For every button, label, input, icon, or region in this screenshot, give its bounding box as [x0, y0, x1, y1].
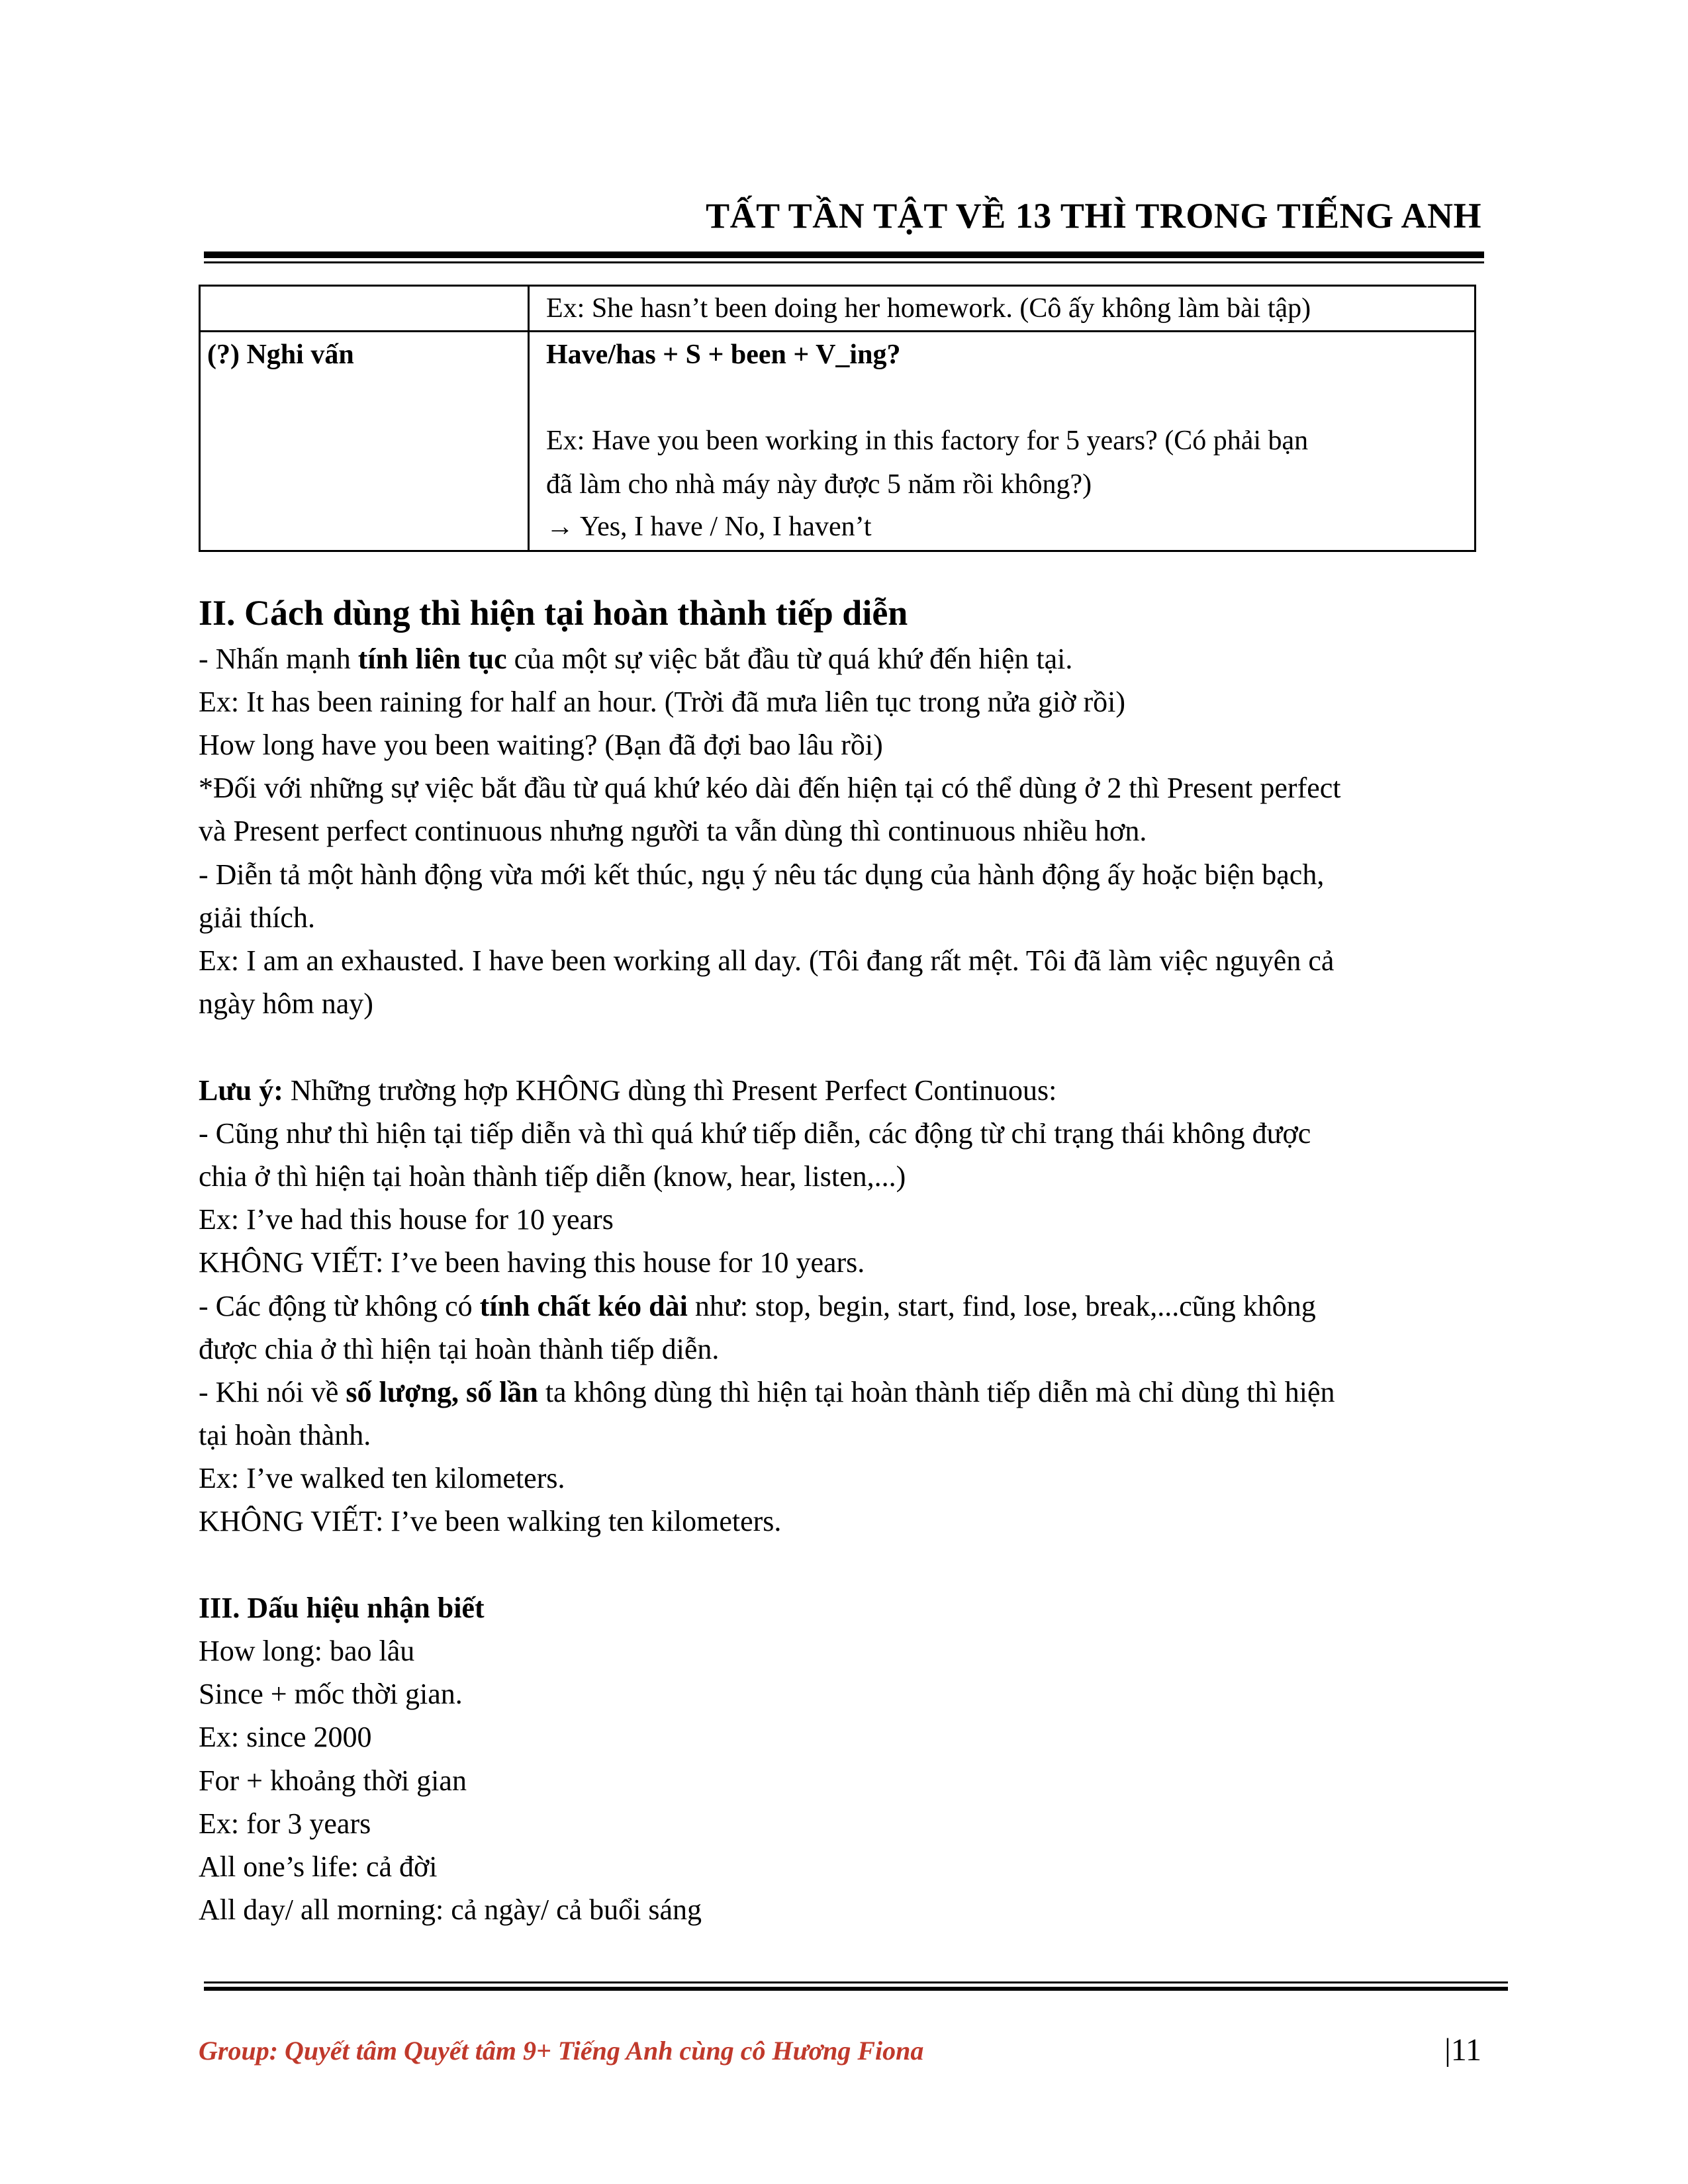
table-row-divider	[201, 330, 1474, 332]
section-2-line-1: - Nhấn mạnh tính liên tục của một sự việc bắt đầu từ quá khứ đến hiện tại.	[199, 643, 1073, 675]
structure-table	[199, 285, 1476, 552]
section-2-line-7: giải thích.	[199, 901, 315, 934]
section-2-line-2: Ex: It has been raining for half an hour. (Trời đã mưa liên tục trong nửa giờ rồi)	[199, 686, 1126, 718]
note-line-11: KHÔNG VIẾT: I’ve been walking ten kilometers.	[199, 1505, 782, 1537]
section-2-line-8: Ex: I am an exhausted. I have been working all day. (Tôi đang rất mệt. Tôi đã làm việc nguyên cả	[199, 944, 1335, 977]
document-title: TẤT TẦN TẬT VỀ 13 THÌ TRONG TIẾNG ANH	[706, 196, 1481, 236]
section-3-line-7: All day/ all morning: cả ngày/ cả buổi sáng	[199, 1893, 702, 1926]
section-3-heading: III. Dấu hiệu nhận biết	[199, 1592, 485, 1624]
page-number: |11	[1444, 2032, 1481, 2068]
section-3-line-6: All one’s life: cả đời	[199, 1850, 438, 1883]
section-2-heading: II. Cách dùng thì hiện tại hoàn thành tiếp diễn	[199, 593, 908, 633]
table-question-example-line2: đã làm cho nhà máy này được 5 năm rồi không?)	[546, 469, 1092, 500]
note-line-3: chia ở thì hiện tại hoàn thành tiếp diễn (know, hear, listen,...)	[199, 1160, 906, 1193]
table-question-example-line1: Ex: Have you been working in this factory for 5 years? (Có phải bạn	[546, 426, 1309, 456]
note-line-1: Lưu ý: Những trường hợp KHÔNG dùng thì Present Perfect Continuous:	[199, 1074, 1057, 1107]
section-3-line-1: How long: bao lâu	[199, 1635, 415, 1667]
section-3-line-4: For + khoảng thời gian	[199, 1764, 467, 1797]
header-rule-thick	[204, 251, 1484, 258]
note-line-2: - Cũng như thì hiện tại tiếp diễn và thì quá khứ tiếp diễn, các động từ chỉ trạng thái không được	[199, 1117, 1311, 1150]
section-2-line-9: ngày hôm nay)	[199, 987, 373, 1020]
footer-rule-thin	[204, 1981, 1508, 1983]
note-line-6: - Các động từ không có tính chất kéo dài như: stop, begin, start, find, lose, break,...cũng không	[199, 1290, 1316, 1322]
footer-group-text: Group: Quyết tâm Quyết tâm 9+ Tiếng Anh cùng cô Hương Fiona	[199, 2036, 924, 2066]
section-3-line-2: Since + mốc thời gian.	[199, 1678, 463, 1710]
table-label-question: (?) Nghi vấn	[207, 340, 354, 370]
section-2-line-5: và Present perfect continuous nhưng người ta vẫn dùng thì continuous nhiều hơn.	[199, 815, 1147, 847]
section-2-line-3: How long have you been waiting? (Bạn đã đợi bao lâu rồi)	[199, 729, 883, 761]
note-line-5: KHÔNG VIẾT: I’ve been having this house for 10 years.	[199, 1246, 865, 1279]
note-line-10: Ex: I’ve walked ten kilometers.	[199, 1462, 565, 1494]
section-2-line-6: - Diễn tả một hành động vừa mới kết thúc, ngụ ý nêu tác dụng của hành động ấy hoặc biện bạch,	[199, 858, 1325, 891]
note-line-8: - Khi nói về số lượng, số lần ta không dùng thì hiện tại hoàn thành tiếp diễn mà chỉ dùng thì hiện	[199, 1376, 1335, 1408]
table-column-divider	[528, 287, 530, 550]
header-rule-thin	[204, 261, 1484, 263]
table-question-formula: Have/has + S + been + V_ing?	[546, 340, 901, 370]
table-question-answer: → Yes, I have / No, I haven’t	[546, 512, 872, 542]
footer-rule-thick	[204, 1987, 1508, 1991]
section-3-line-5: Ex: for 3 years	[199, 1807, 371, 1840]
section-3-line-3: Ex: since 2000	[199, 1721, 372, 1753]
note-line-9: tại hoàn thành.	[199, 1419, 371, 1451]
note-line-4: Ex: I’ve had this house for 10 years	[199, 1203, 614, 1236]
note-line-7: được chia ở thì hiện tại hoàn thành tiếp diễn.	[199, 1333, 720, 1365]
section-2-line-4: *Đối với những sự việc bắt đầu từ quá khứ kéo dài đến hiện tại có thể dùng ở 2 thì Present perfect	[199, 772, 1341, 804]
table-example-negative: Ex: She hasn’t been doing her homework. (Cô ấy không làm bài tập)	[546, 293, 1311, 324]
